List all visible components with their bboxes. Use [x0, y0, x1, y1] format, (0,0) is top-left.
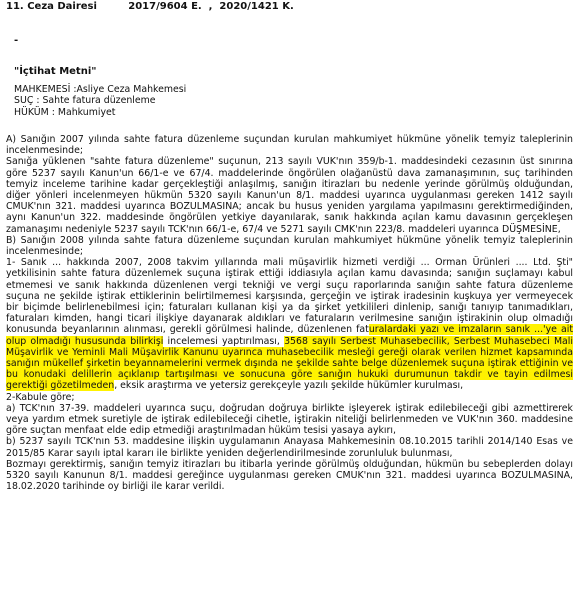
highlighted-text: uralardaki yazı ve imzaların sanık ...'ye ait olup olmadığı hususunda bilirkişi: [6, 324, 573, 347]
paragraph-b-item-2a: a) TCK'nın 37-39. maddeleri uyarınca suçu, doğrudan doğruya birlikte işleyerek iştirak edilebileceği gibi azmettirerek veya yardım etmek suretiyle de iştirak edilebileceği cihetle, iştirakin niteliği belirlenmeden ve VUK'nın 360. maddesine göre suçtan menfaat elde edip etmediği araştırılmadan hüküm tesisi yasaya aykırı,: [6, 402, 573, 437]
court-line: MAHKEMESİ :Asliye Ceza Mahkemesi: [14, 84, 187, 95]
paragraph-a-heading: A) Sanığın 2007 yılında sahte fatura düzenleme suçundan kurulan mahkumiyet hükmüne yönelik temyiz taleplerinin incelenmesinde;: [6, 134, 573, 157]
decision-body: [6, 134, 573, 493]
verdict-line: HÜKÜM : Mahkumiyet: [14, 106, 116, 118]
text-run: incelemesi yaptırılması,: [163, 335, 285, 347]
highlighted-text: 3568 sayılı Serbest Muhasebecilik, Serbest Muhasebeci Mali Müşavirlik ve Yeminli Mali Müşavirlik Kanunu uyarınca muhasebecilik mesleği gereği olarak verilen hizmet kapsamında sanığın mükellef şirketin beyannamelerini vermek dışında ne şekilde sahte belge düzenlemek suçuna iştirak ettiğinin ve bu konudaki delillerin açıklanıp tartışılması ve sonucuna göre sanığın hukuki durumunun takdir ve tayin edilmesi gerektiği gözetilmeden: [6, 335, 573, 392]
document-title: "İçtihat Metni": [14, 66, 97, 77]
paragraph-conclusion: Bozmayı gerektirmiş, sanığın temyiz itirazları bu itibarla yerinde görülmüş olduğundan, hükmün bu sebeplerden dolayı 5320 sayılı Kanunun 8/1. maddesi gereğince uygulanması gereken CMUK'nın 321. maddesi uyarınca BOZULMASINA, 18.02.2020 tarihinde oy birliği ile karar verildi.: [6, 458, 573, 493]
paragraph-a-ruling: Sanığa yüklenen "sahte fatura düzenleme" suçunun, 213 sayılı VUK'nın 359/b-1. maddesindeki cezasının üst sınırına göre 5237 sayılı Kanun'un 66/1-e ve 67/4. maddelerinde öngörülen olağanüstü dava zamanaşımının, suç tarihinden temyiz inceleme tarihine kadar gerçekleştiği anlaşılmış, sanığın itirazları bu nedenle yerinde görülmüş olduğundan, diğer yönleri incelenmeyen hükmün 5320 sayılı Kanun'un 8/1. maddesi uyarınca uygulanması gereken 1412 sayılı CMUK'nın 321. maddesi uyarınca BOZULMASINA; ancak bu husus yeniden yargılama yapılmasını gerektirmediğinden, aynı Kanun'un 322. maddesinde öngörülen yetkiye dayanılarak, sanık hakkında açılan kamu davasının gerçekleşen zamanaşımı nedeniyle 5237 sayılı TCK'nın 66/1-e, 67/4 ve 5271 sayılı CMK'nın 223/8. maddeleri uyarınca DÜŞMESİNE,: [6, 156, 573, 235]
separator: -: [14, 35, 19, 46]
case-meta: [14, 84, 186, 118]
paragraph-b-item-2: 2-Kabule göre;: [6, 391, 75, 403]
case-header: 11. Ceza Dairesi 2017/9604 E. , 2020/1421 K.: [6, 1, 294, 12]
paragraph-b-item-2b: b) 5237 sayılı TCK'nın 53. maddesine ilişkin uygulamanın Anayasa Mahkemesinin 08.10.2015 tarihli 2014/140 Esas ve 2015/85 Karar sayılı iptal kararı ile birlikte yeniden değerlendirilmesinde zorunluluk bulunması,: [6, 436, 573, 459]
paragraph-b-heading: B) Sanığın 2008 yılında sahte fatura düzenleme suçundan kurulan mahkumiyet hükmüne yönelik temyiz taleplerinin incelenmesinde;: [6, 234, 573, 258]
text-run: , eksik araştırma ve yetersiz gerekçeyle yazılı şekilde hükümler kurulması,: [114, 380, 464, 392]
crime-line: SUÇ : Sahte fatura düzenleme: [14, 95, 156, 107]
text-run: 1- Sanık ... hakkında 2007, 2008 takvim yıllarında mali müşavirlik hizmeti verdiği ... Orman Ürünleri .... Ltd. Şti" yetkilisinin sahte fatura düzenlemek suçuna iştirak ettiği iddiasıyla açılan kamu davasında; sanığın suçlamayı kabul etmemesi ve sanık hakkında düzenlenen vergi tekniği ve vergi suçu raporlarında sanığın sahte fatura düzenleme suçuna ne şekilde iştirak ettiklerinin belirtilmemesi karşısında, gerçeğin ve iştirak iradesinin kuşkuya yer vermeyecek bir biçimde belirlenebilmesi için; faturaları kullanan kişi ya da şirket yetkilileri dinlenip, sanığı tanıyıp tanımadıkları, faturaları kimden, hangi ticari ilişkiye dayanarak aldıkları ve faturaların verilmesine sanığın iştirakinin olup olmadığı konusunda beyanlarının alınması, gerekli görülmesi halinde, düzenlenen fat: [6, 257, 573, 336]
paragraph-b-item-1: [6, 257, 573, 391]
